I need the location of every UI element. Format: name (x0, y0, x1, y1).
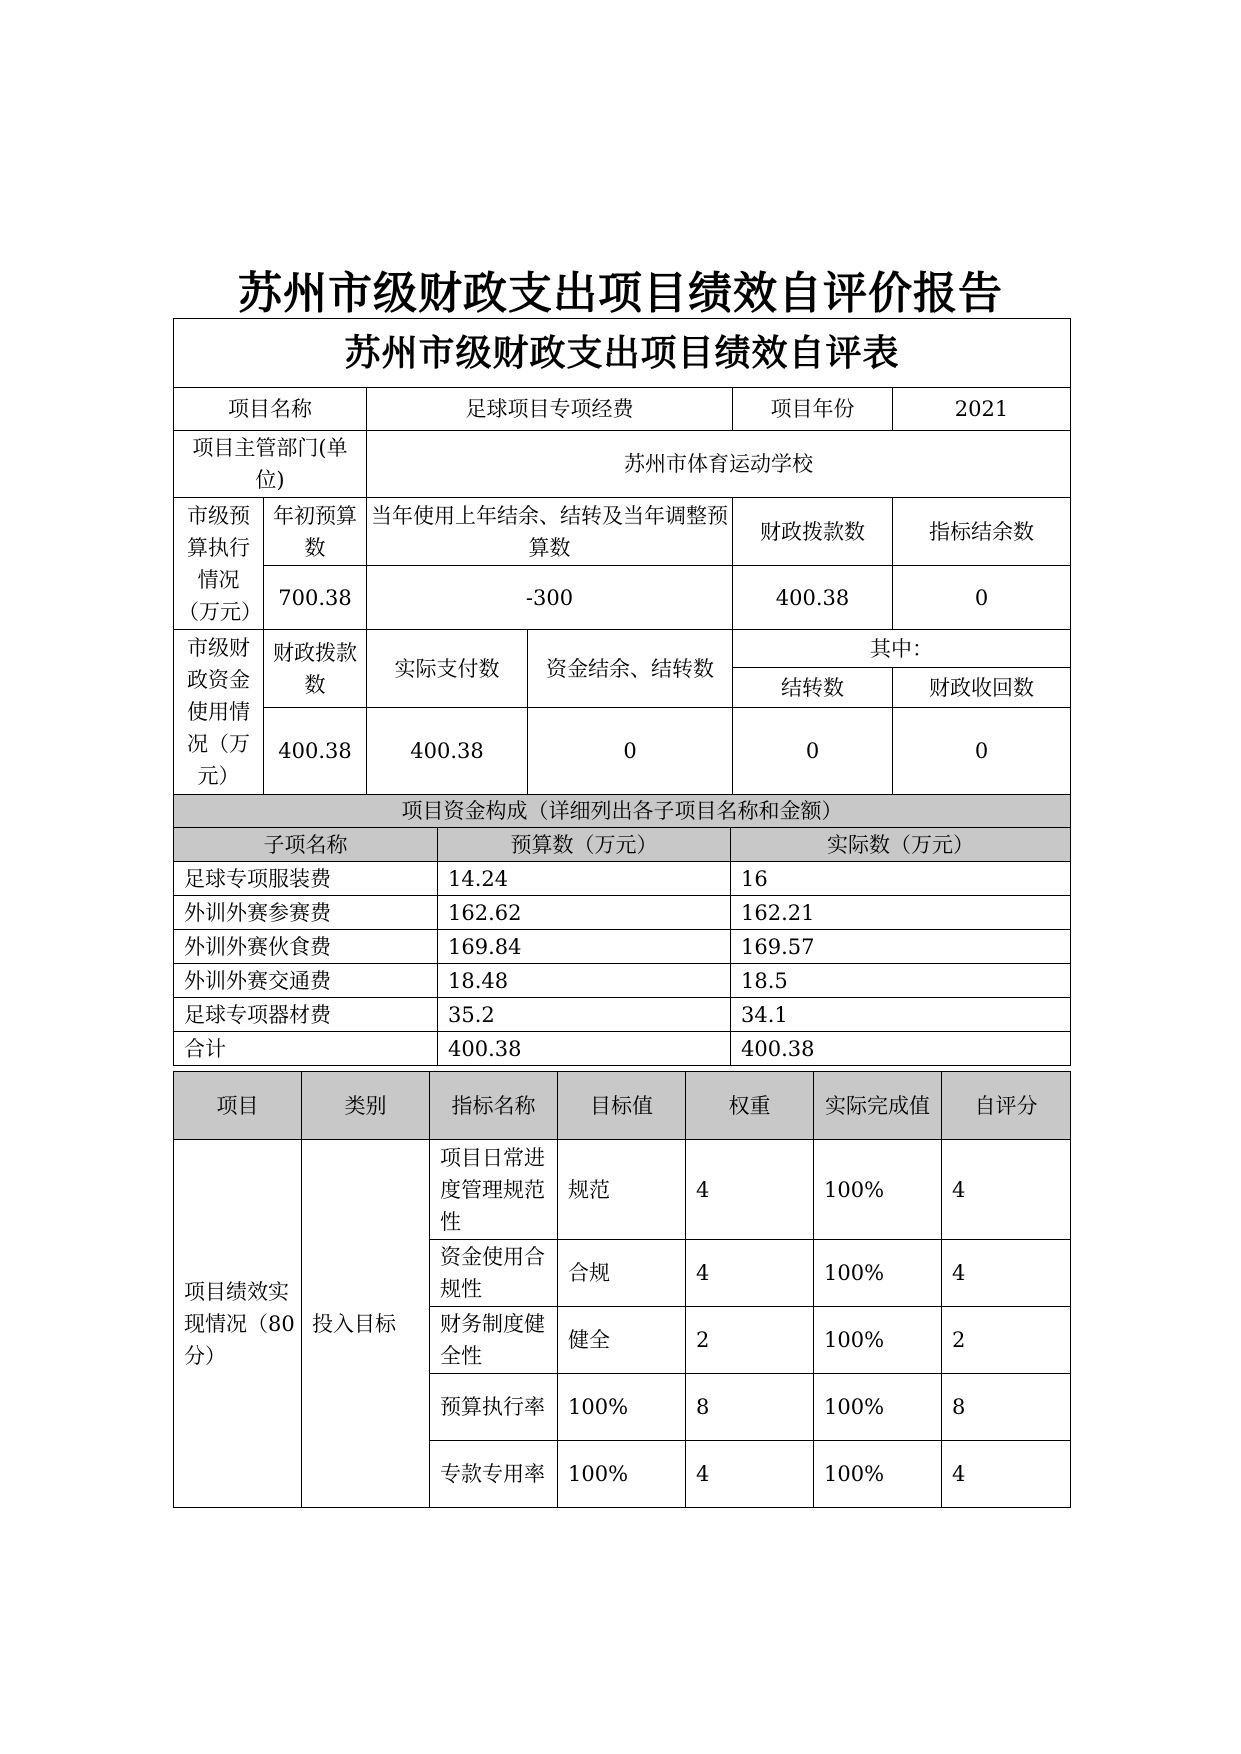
perf-actual: 100% (814, 1441, 942, 1508)
perf-header-category: 类别 (302, 1072, 430, 1140)
perf-score: 4 (942, 1441, 1071, 1508)
perf-target: 规范 (558, 1140, 686, 1240)
budget-header-allocation: 财政拨款数 (733, 498, 893, 566)
table-row (174, 930, 1071, 964)
perf-header-indicator: 指标名称 (430, 1072, 558, 1140)
composition-row-name: 外训外赛交通费 (174, 964, 438, 998)
table-row (174, 1140, 1071, 1240)
usage-header-paid: 实际支付数 (367, 630, 528, 708)
composition-title: 项目资金构成（详细列出各子项目名称和金额） (174, 795, 1071, 828)
usage-value-carryover: 0 (528, 708, 733, 795)
perf-category: 投入目标 (302, 1140, 430, 1508)
perf-weight: 4 (686, 1441, 814, 1508)
budget-label: 市级预算执行情况（万元） (174, 498, 264, 630)
perf-header-item: 项目 (174, 1072, 302, 1140)
perf-actual: 100% (814, 1307, 942, 1374)
composition-row-budget: 169.84 (438, 930, 731, 964)
budget-header-balance: 指标结余数 (893, 498, 1071, 566)
page-title: 苏州市级财政支出项目绩效自评价报告 (238, 268, 1003, 319)
composition-header-budget: 预算数（万元） (438, 828, 731, 862)
usage-group-header: 其中： (733, 630, 1071, 668)
perf-actual: 100% (814, 1140, 942, 1240)
perf-weight: 4 (686, 1240, 814, 1307)
project-year-label: 项目年份 (733, 388, 893, 431)
perf-weight: 8 (686, 1374, 814, 1441)
perf-score: 4 (942, 1140, 1071, 1240)
composition-row-budget: 18.48 (438, 964, 731, 998)
fund-composition-table (173, 794, 1071, 1066)
composition-header-actual: 实际数（万元） (731, 828, 1071, 862)
sheet-title: 苏州市级财政支出项目绩效自评表 (174, 319, 1071, 388)
composition-total-budget: 400.38 (438, 1032, 731, 1066)
perf-actual: 100% (814, 1374, 942, 1441)
budget-header-adjust: 当年使用上年结余、结转及当年调整预算数 (367, 498, 733, 566)
table-row (174, 998, 1071, 1032)
perf-weight: 4 (686, 1140, 814, 1240)
perf-target: 健全 (558, 1307, 686, 1374)
budget-value-balance: 0 (893, 566, 1071, 630)
composition-row-name: 足球专项器材费 (174, 998, 438, 1032)
table-row (174, 964, 1071, 998)
composition-row-actual: 34.1 (731, 998, 1071, 1032)
perf-target: 100% (558, 1374, 686, 1441)
usage-subheader-carry: 结转数 (733, 668, 893, 708)
project-year-value: 2021 (893, 388, 1071, 431)
project-name-label: 项目名称 (174, 388, 367, 431)
composition-row-budget: 35.2 (438, 998, 731, 1032)
dept-value: 苏州市体育运动学校 (367, 431, 1071, 498)
perf-header-actual: 实际完成值 (814, 1072, 942, 1140)
table-row (174, 896, 1071, 930)
budget-value-allocation: 400.38 (733, 566, 893, 630)
perf-indicator: 项目日常进度管理规范性 (430, 1140, 558, 1240)
usage-value-recover: 0 (893, 708, 1071, 795)
perf-indicator: 预算执行率 (430, 1374, 558, 1441)
composition-row-actual: 16 (731, 862, 1071, 896)
table-row (174, 862, 1071, 896)
table-row (174, 1032, 1071, 1066)
perf-header-target: 目标值 (558, 1072, 686, 1140)
composition-row-actual: 162.21 (731, 896, 1071, 930)
composition-row-name: 外训外赛参赛费 (174, 896, 438, 930)
composition-row-name: 足球专项服装费 (174, 862, 438, 896)
project-name-value: 足球项目专项经费 (367, 388, 733, 431)
composition-row-actual: 18.5 (731, 964, 1071, 998)
usage-label: 市级财政资金使用情况（万元） (174, 630, 264, 795)
perf-weight: 2 (686, 1307, 814, 1374)
composition-header-name: 子项名称 (174, 828, 438, 862)
usage-header-carryover: 资金结余、结转数 (528, 630, 733, 708)
usage-value-carry: 0 (733, 708, 893, 795)
usage-value-allocation: 400.38 (264, 708, 367, 795)
perf-indicator: 资金使用合规性 (430, 1240, 558, 1307)
perf-indicator: 财务制度健全性 (430, 1307, 558, 1374)
budget-value-adjust: -300 (367, 566, 733, 630)
composition-row-actual: 169.57 (731, 930, 1071, 964)
budget-value-initial: 700.38 (264, 566, 367, 630)
perf-score: 4 (942, 1240, 1071, 1307)
perf-target: 合规 (558, 1240, 686, 1307)
perf-header-score: 自评分 (942, 1072, 1071, 1140)
usage-subheader-recover: 财政收回数 (893, 668, 1071, 708)
perf-actual: 100% (814, 1240, 942, 1307)
budget-header-initial: 年初预算数 (264, 498, 367, 566)
composition-row-budget: 14.24 (438, 862, 731, 896)
usage-value-paid: 400.38 (367, 708, 528, 795)
perf-score: 2 (942, 1307, 1071, 1374)
dept-label: 项目主管部门(单位) (174, 431, 367, 498)
perf-indicator: 专款专用率 (430, 1441, 558, 1508)
composition-row-budget: 162.62 (438, 896, 731, 930)
perf-score: 8 (942, 1374, 1071, 1441)
self-evaluation-table (173, 318, 1071, 795)
composition-row-name: 外训外赛伙食费 (174, 930, 438, 964)
perf-item: 项目绩效实现情况（80分） (174, 1140, 302, 1508)
performance-table (173, 1071, 1071, 1508)
perf-target: 100% (558, 1441, 686, 1508)
composition-total-name: 合计 (174, 1032, 438, 1066)
usage-header-allocation: 财政拨款数 (264, 630, 367, 708)
perf-header-weight: 权重 (686, 1072, 814, 1140)
composition-total-actual: 400.38 (731, 1032, 1071, 1066)
